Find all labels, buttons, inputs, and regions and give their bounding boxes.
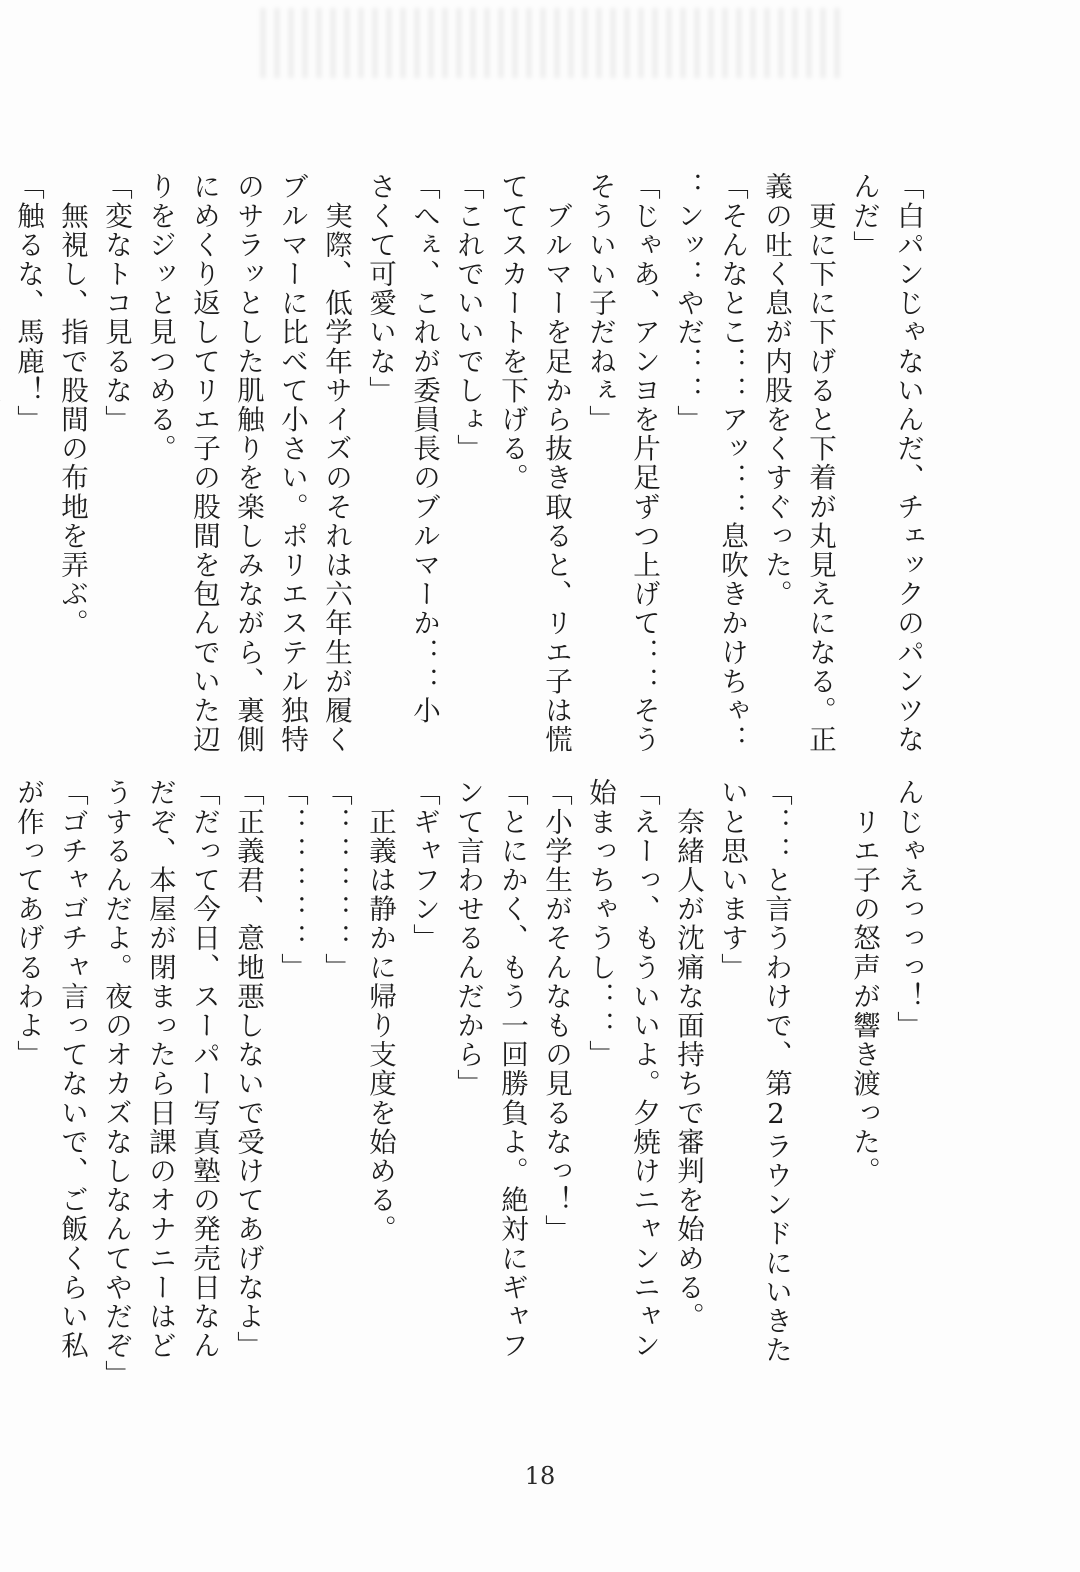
text-line: [0, 778, 6, 1308]
text-line: リエ子の怒声が響き渡った。: [848, 778, 880, 1186]
text-line: いと思います」: [716, 778, 748, 982]
text-line: ブルマーを足から抜き取ると、リエ子は慌: [540, 172, 572, 754]
text-line: のサラッとした肌触りを楽しみながら、裏側: [232, 172, 264, 754]
text-line: 正義は静かに帰り支度を始める。: [364, 778, 396, 1244]
text-line: ブルマーに比べて小さい。ポリエステル独特: [276, 172, 308, 754]
text-line: 「だって今日、スーパー写真塾の発売日なん: [188, 778, 220, 1360]
text-line: [798, 778, 842, 1308]
page-number: 18: [524, 1462, 556, 1490]
text-line: 「正義君、意地悪しないで受けてあげなよ」: [232, 778, 264, 1360]
text-line: 「変なトコ見るな」: [100, 172, 132, 434]
text-line: 無視し、指で股間の布地を弄ぶ。: [56, 172, 88, 638]
upper-text-block: [0, 172, 930, 754]
text-line: 始まっちゃうし：：」: [584, 778, 616, 1069]
text-line: そういい子だねぇ」: [584, 172, 616, 434]
text-line: ンて言わせるんだから」: [452, 778, 484, 1099]
text-line: 「触るな、馬鹿！」: [12, 172, 44, 434]
text-line: 「：：と言うわけで、第2ラウンドにいきた: [760, 778, 792, 1365]
text-line: 「とにかく、もう一回勝負よ。絶対にギャフ: [496, 778, 528, 1360]
text-line: にめくり返してリエ子の股間を包んでいた辺: [188, 172, 220, 754]
text-line: だぞ、本屋が閉まったら日課のオナニーはど: [144, 778, 176, 1360]
text-line: んだ」: [848, 172, 880, 260]
text-line: さくて可愛いな」: [364, 172, 396, 405]
text-line: 「小学生がそんなもの見るなっ！」: [540, 778, 572, 1244]
text-line: が作ってあげるわよ」: [12, 778, 44, 1069]
text-line: 「じゃあ、アンヨを片足ずつ上げて：：そう: [628, 172, 660, 754]
text-line: ：ンッ：やだ：：」: [672, 172, 704, 434]
text-line: 「へぇ、これが委員長のブルマーか：：小: [408, 172, 440, 725]
text-line: うするんだよ。夜のオカズなしなんてやだぞ」: [100, 778, 132, 1390]
text-line: [0, 172, 6, 732]
text-line: 奈緒人が沈痛な面持ちで審判を始める。: [672, 778, 704, 1331]
text-line: んじゃえっっっ！」: [892, 778, 924, 1040]
text-line: 「ゴチャゴチャ言ってないで、ご飯くらい私: [56, 778, 88, 1360]
text-line: 「えーっ、もういいよ。夕焼けニャンニャン: [628, 778, 660, 1360]
text-line: 「ギャフン」: [408, 778, 440, 953]
text-line: りをジッと見つめる。: [144, 172, 176, 463]
text-line: 「：：：：：」: [320, 778, 352, 982]
lower-text-block: [0, 778, 930, 1390]
text-line: 「：：：：：」: [276, 778, 308, 982]
text-line: ててスカートを下げる。: [496, 172, 528, 493]
show-through-text-shadow: [260, 8, 840, 78]
text-line: 「白パンじゃないんだ、チェックのパンツな: [892, 172, 924, 754]
text-line: 更に下に下げると下着が丸見えになる。正: [804, 172, 836, 754]
text-line: 実際、低学年サイズのそれは六年生が履く: [320, 172, 352, 754]
text-line: 「これでいいでしょ」: [452, 172, 484, 463]
text-line: 「そんなとこ：：アッ：：息吹きかけちゃ：: [716, 172, 748, 754]
text-line: 義の吐く息が内股をくすぐった。: [760, 172, 792, 609]
